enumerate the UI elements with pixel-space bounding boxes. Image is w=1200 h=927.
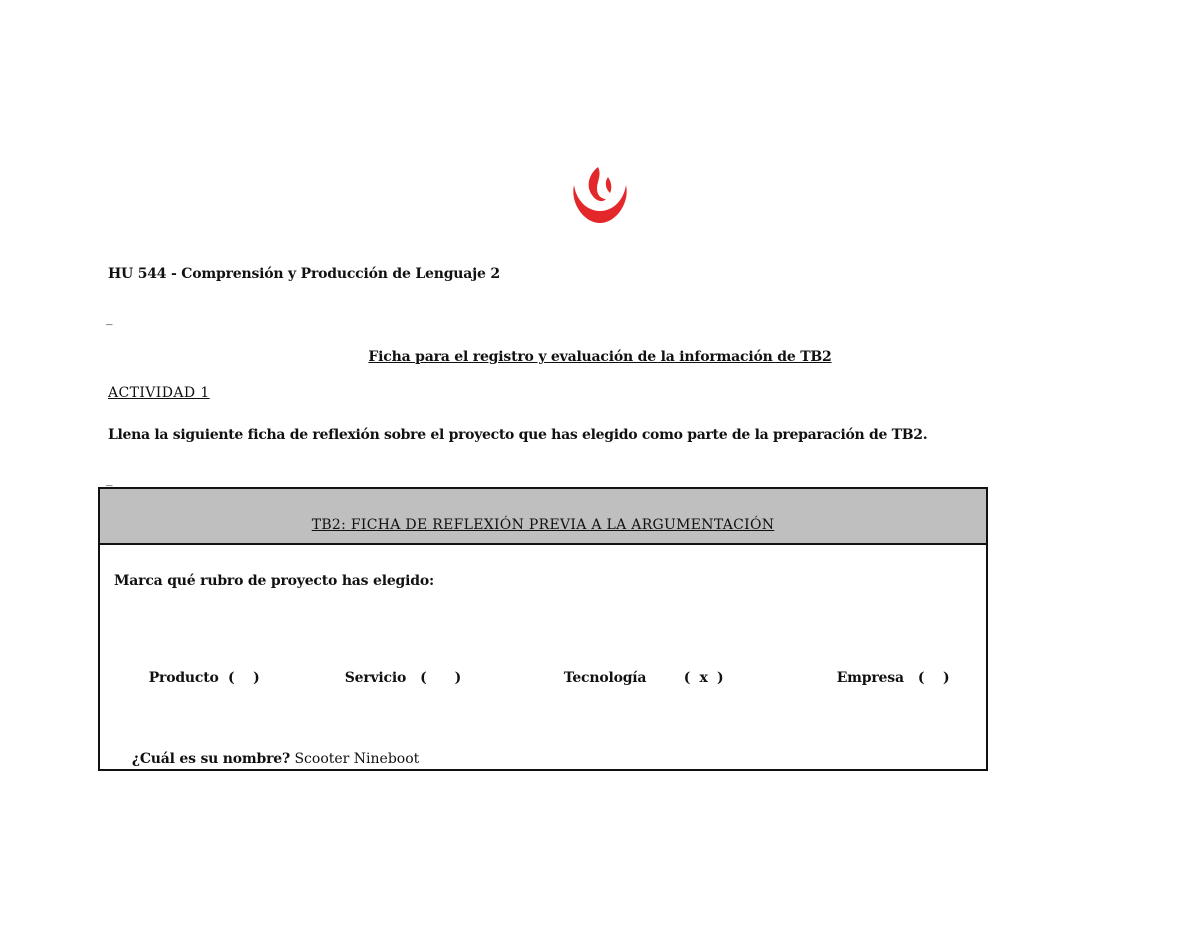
option-mark[interactable]: ( ) <box>420 670 462 686</box>
activity-label: ACTIVIDAD 1 <box>108 385 210 401</box>
option-mark[interactable]: ( ) <box>228 670 260 686</box>
option-label: Servicio <box>344 670 407 686</box>
form-header-title: TB2: FICHA DE REFLEXIÓN PREVIA A LA ARGUMENTACIÓN <box>311 517 775 533</box>
option-servicio[interactable] <box>326 654 461 702</box>
sheet-title: Ficha para el registro y evaluación de la información de TB2 <box>368 349 832 365</box>
option-producto[interactable] <box>130 654 260 702</box>
name-answer[interactable]: Scooter Nineboot <box>294 751 420 767</box>
activity-instruction: Llena la siguiente ficha de reflexión sobre el proyecto que has elegido como parte de la preparación de TB2. <box>108 427 928 443</box>
dash-mark: _ <box>106 472 113 487</box>
category-question: Marca qué rubro de proyecto has elegido: <box>114 573 434 589</box>
dash-mark: _ <box>106 311 113 326</box>
option-label: Tecnología <box>563 670 647 686</box>
option-empresa[interactable] <box>818 654 949 702</box>
option-label: Empresa <box>836 670 904 686</box>
option-mark[interactable]: ( ) <box>917 670 950 686</box>
option-label: Producto <box>148 670 219 686</box>
option-tecnologia[interactable] <box>545 654 723 702</box>
reflection-form <box>98 487 988 771</box>
name-question: ¿Cuál es su nombre? <box>131 751 291 767</box>
upc-flame-logo-icon <box>568 163 632 227</box>
course-title: HU 544 - Comprensión y Producción de Lenguaje 2 <box>108 266 500 282</box>
option-mark[interactable]: ( x ) <box>683 670 724 686</box>
form-header <box>100 489 986 545</box>
name-question-row <box>114 735 419 783</box>
